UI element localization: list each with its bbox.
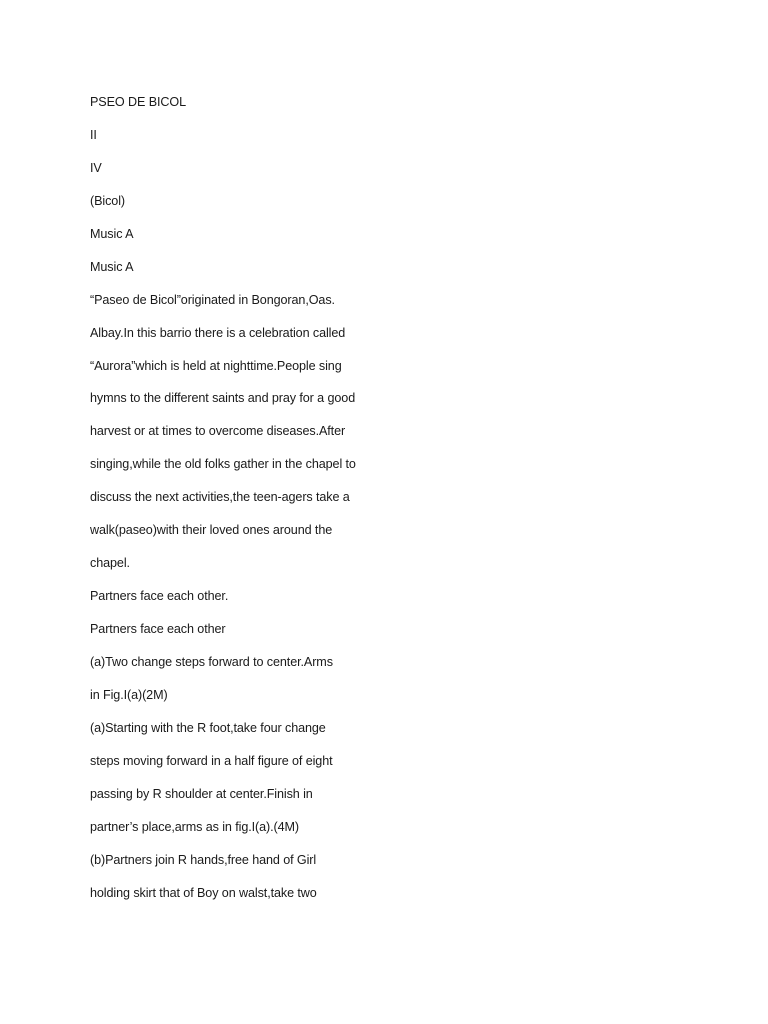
document-line: IV [90,160,102,175]
document-line: holding skirt that of Boy on walst,take two [90,885,317,900]
document-line: passing by R shoulder at center.Finish in [90,786,313,801]
document-line: hymns to the different saints and pray for a good [90,391,356,406]
document-line: “Paseo de Bicol”originated in Bongoran,Oas. [90,292,335,307]
document-line: in Fig.I(a)(2M) [90,687,168,702]
document-line: II [90,127,97,142]
document-line: Partners face each other [90,622,226,636]
document-line: (a)Two change steps forward to center.Arms [90,654,333,669]
document-line: (a)Starting with the R foot,take four change [90,720,326,735]
document-body [90,92,690,915]
document-line: walk(paseo)with their loved ones around the [90,523,333,538]
document-line: discuss the next activities,the teen-agers take a [90,490,350,505]
document-line: Music A [90,259,134,274]
document-line: (Bicol) [90,193,125,208]
document-line: singing,while the old folks gather in the chapel to [90,457,356,472]
document-line: chapel. [90,556,130,571]
document-title: PSEO DE BICOL [90,95,186,109]
document-line: steps moving forward in a half figure of eight [90,753,333,768]
document-line: “Aurora”which is held at nighttime.People sing [90,358,342,373]
document-line: harvest or at times to overcome diseases.After [90,424,346,439]
document-line: Music A [90,226,134,241]
document-line: (b)Partners join R hands,free hand of Girl [90,852,317,867]
document-line: Partners face each other. [90,589,229,604]
document-line: partner’s place,arms as in fig.I(a).(4M) [90,819,299,834]
document-line: Albay.In this barrio there is a celebration called [90,325,346,340]
